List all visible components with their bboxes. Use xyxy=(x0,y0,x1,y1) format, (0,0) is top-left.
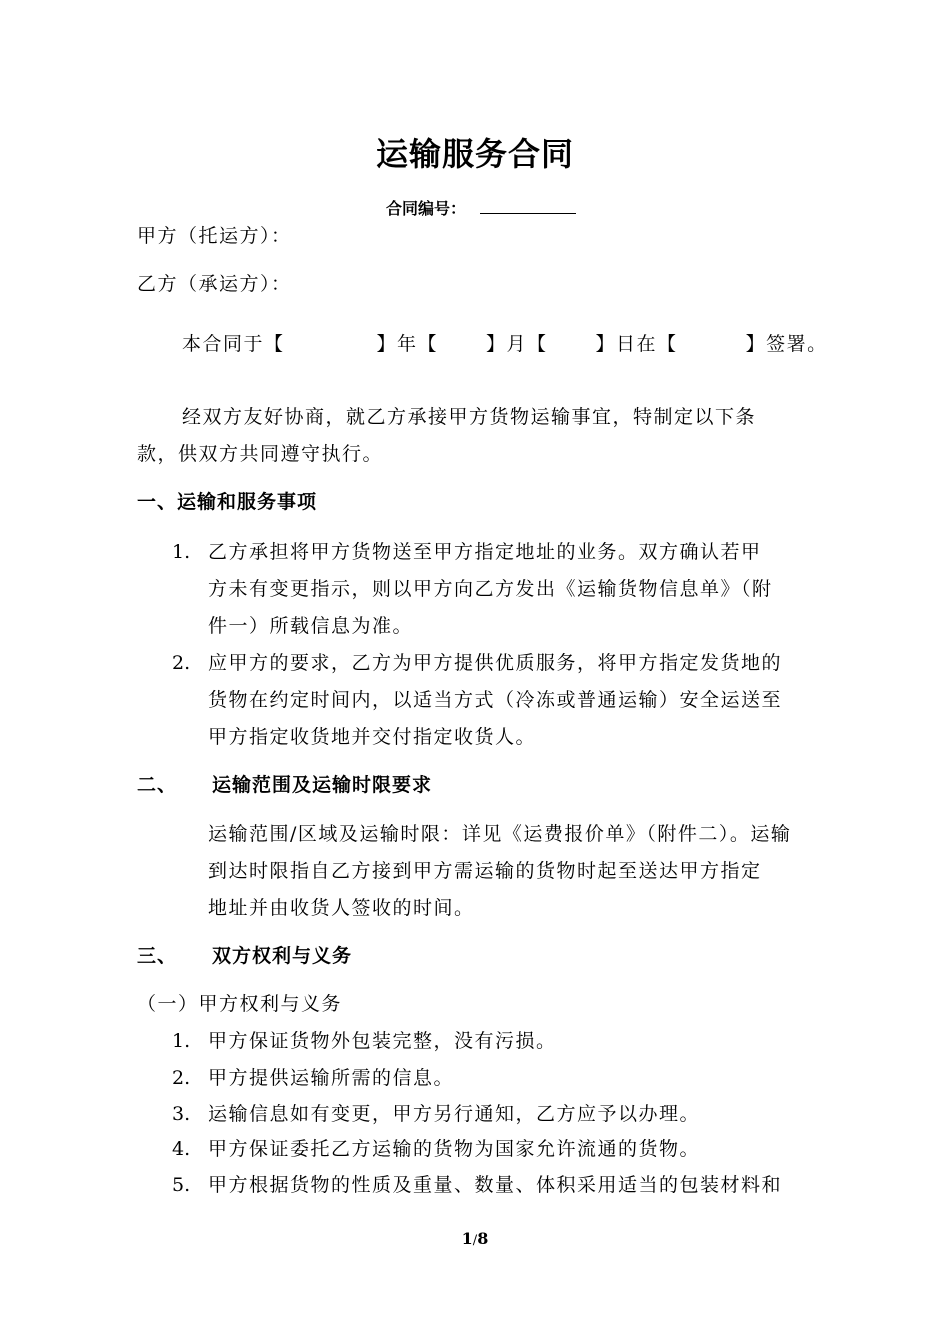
page-total: 8 xyxy=(477,1229,489,1248)
section-1-item-2-line-1: 应甲方的要求，乙方为甲方提供优质服务，将甲方指定发货地的 xyxy=(208,652,783,674)
section-3-item-1-text: 甲方保证货物外包装完整，没有污损。 xyxy=(208,1030,557,1052)
signing-clause xyxy=(182,330,828,358)
contract-number-blank xyxy=(480,196,576,214)
page-current: 1 xyxy=(461,1229,473,1248)
intro-line-2: 款，供双方共同遵守执行。 xyxy=(137,443,384,465)
section-1-item-1-number: 1. xyxy=(172,541,191,563)
section-3-heading: 双方权利与义务 xyxy=(212,945,353,967)
section-1-item-1-line-2: 方未有变更指示，则以甲方向乙方发出《运输货物信息单》（附 xyxy=(208,578,773,600)
section-3-item-5-number: 5. xyxy=(172,1174,191,1196)
section-3-item-4-number: 4. xyxy=(172,1138,191,1160)
section-3-item-3-text: 运输信息如有变更，甲方另行通知，乙方应予以办理。 xyxy=(208,1103,701,1125)
contract-number-label: 合同编号： xyxy=(386,199,467,218)
section-2-line-1: 运输范围/区域及运输时限：详见《运费报价单》（附件二）。运输 xyxy=(208,823,792,845)
section-1-item-2-number: 2. xyxy=(172,652,191,674)
signing-year: 】年【 xyxy=(376,333,439,355)
party-b-label: 乙方（承运方）： xyxy=(137,273,292,295)
section-3-item-2-text: 甲方提供运输所需的信息。 xyxy=(208,1067,455,1089)
contract-number-field xyxy=(386,196,576,222)
section-1-heading: 一、运输和服务事项 xyxy=(137,491,318,513)
section-3-number: 三、 xyxy=(137,945,178,967)
document-title: 运输服务合同 xyxy=(375,135,574,173)
section-3-item-1-number: 1. xyxy=(172,1030,191,1052)
section-3-item-5-text: 甲方根据货物的性质及重量、数量、体积采用适当的包装材料和 xyxy=(208,1174,783,1196)
signing-suffix: 】签署。 xyxy=(745,333,828,355)
section-2-line-3: 地址并由收货人签收的时间。 xyxy=(208,897,475,919)
signing-day: 】日在【 xyxy=(595,333,678,355)
party-a-label: 甲方（托运方）： xyxy=(137,225,292,247)
section-3-item-3-number: 3. xyxy=(172,1103,191,1125)
section-2-line-2: 到达时限指自乙方接到甲方需运输的货物时起至送达甲方指定 xyxy=(208,860,762,882)
section-3-item-4-text: 甲方保证委托乙方运输的货物为国家允许流通的货物。 xyxy=(208,1138,701,1160)
section-1-item-1-line-3: 件一）所载信息为准。 xyxy=(208,615,414,637)
intro-line-1: 经双方友好协商，就乙方承接甲方货物运输事宜，特制定以下条 xyxy=(182,406,757,428)
section-1-item-2-line-2: 货物在约定时间内，以适当方式（冷冻或普通运输）安全运送至 xyxy=(208,689,783,711)
section-2-number: 二、 xyxy=(137,774,178,796)
signing-month: 】月【 xyxy=(486,333,548,355)
section-1-item-1-line-1: 乙方承担将甲方货物送至甲方指定地址的业务。双方确认若甲 xyxy=(208,541,762,563)
section-3-subheading: （一）甲方权利与义务 xyxy=(137,993,343,1015)
page-separator: / xyxy=(472,1233,478,1248)
section-1-item-2-line-3: 甲方指定收货地并交付指定收货人。 xyxy=(208,726,537,748)
section-3-item-2-number: 2. xyxy=(172,1067,191,1089)
section-2-heading: 运输范围及运输时限要求 xyxy=(212,774,433,796)
page-number xyxy=(0,1228,950,1252)
signing-prefix: 本合同于【 xyxy=(182,333,285,355)
